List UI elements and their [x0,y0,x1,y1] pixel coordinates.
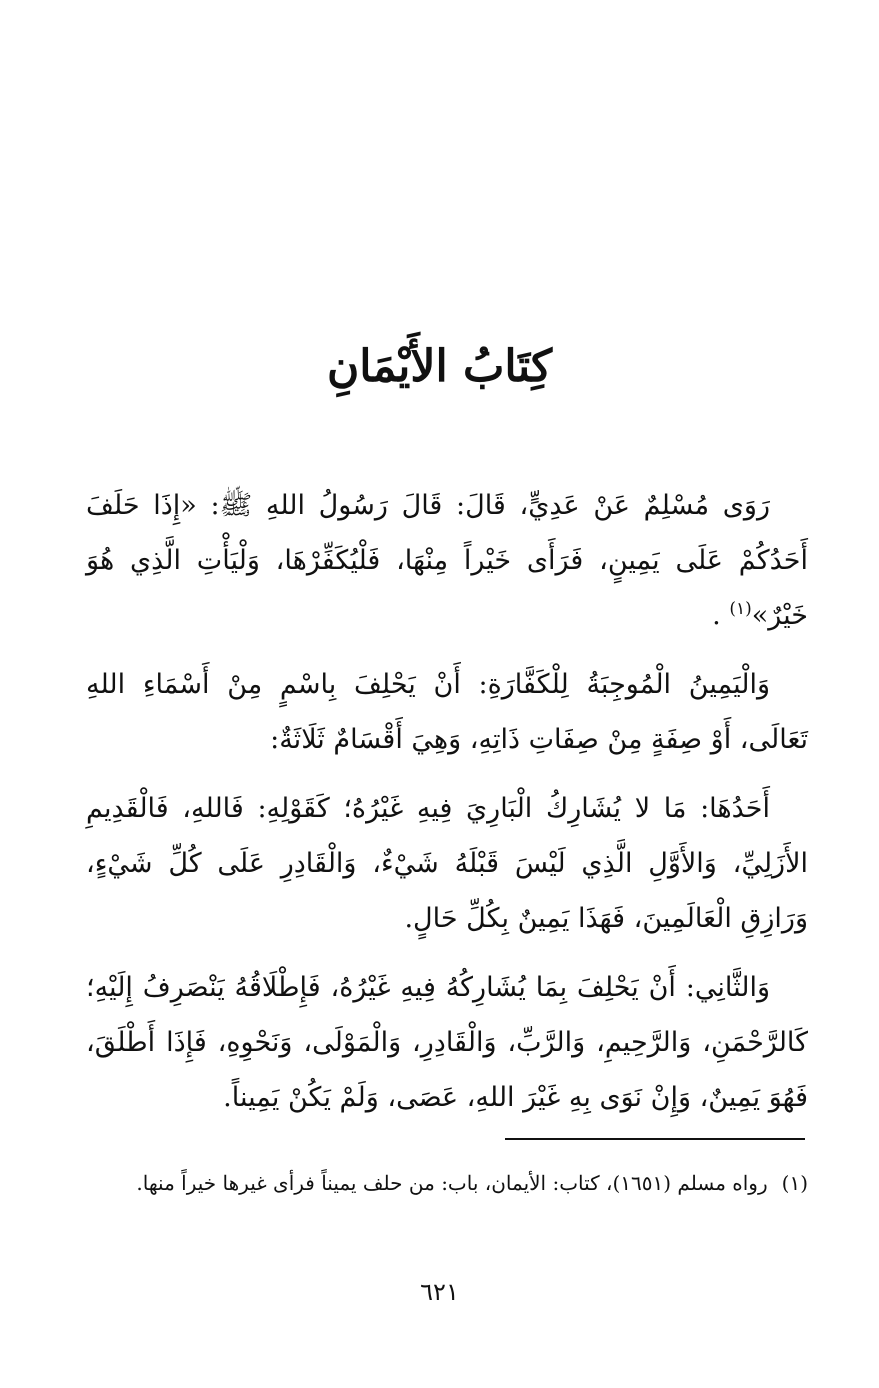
footnote-reference: (١) [729,599,752,619]
paragraph-tail: . [712,600,721,631]
paragraph-definition [86,657,808,767]
paragraph-text: وَالْيَمِينُ الْمُوجِبَةُ لِلْكَفَّارَةِ: أَنْ يَحْلِفَ بِاسْمٍ مِنْ أَسْمَاءِ اللهِ تَعَالَى، أَوْ صِفَةٍ مِنْ صِفَاتِ ذَاتِهِ، وَهِيَ أَقْسَامٌ ثَلَاثَةٌ: [86,669,808,755]
paragraph-second-type [86,960,808,1125]
footnote-text: رواه مسلم (١٦٥١)، كتاب: الأيمان، باب: من حلف يميناً فرأى غيرها خيراً منها. [136,1171,768,1195]
paragraph-text: وَالثَّانِي: أَنْ يَحْلِفَ بِمَا يُشَارِكُهُ فِيهِ غَيْرُهُ، فَإِطْلَاقُهُ يَنْصَرِفُ إِلَيْهِ؛ كَالرَّحْمَنِ، وَالرَّحِيمِ، وَالرَّبِّ، وَالْقَادِرِ، وَالْمَوْلَى، وَنَحْوِهِ، فَإِذَا أَطْلَقَ، فَهُوَ يَمِينٌ، وَإِنْ نَوَى بِهِ غَيْرَ اللهِ، عَصَى، وَلَمْ يَكُنْ يَمِيناً. [86,972,808,1113]
chapter-title: كِتَابُ الأَيْمَانِ [326,341,553,392]
paragraph-text: أَحَدُهَا: مَا لا يُشَارِكُ الْبَارِيَ فِيهِ غَيْرُهُ؛ كَقَوْلِهِ: فَاللهِ، فَالْقَدِيمِ الأَزَلِيِّ، وَالأَوَّلِ الَّذِي لَيْسَ قَبْلَهُ شَيْءٌ، وَالْقَادِرِ عَلَى كُلِّ شَيْءٍ، وَرَازِقِ الْعَالَمِينَ، فَهَذَا يَمِينٌ بِكُلِّ حَالٍ. [86,793,808,934]
paragraph-first-type [86,781,808,946]
paragraph-text: رَوَى مُسْلِمٌ عَنْ عَدِيٍّ، قَالَ: قَالَ رَسُولُ اللهِ ﷺ: «إِذَا حَلَفَ أَحَدُكُمْ عَلَى يَمِينٍ، فَرَأَى خَيْراً مِنْهَا، فَلْيُكَفِّرْهَا، وَلْيَأْتِ الَّذِي هُوَ خَيْرٌ» [86,490,808,631]
footnote-separator [505,1138,805,1140]
page-number: ٦٢١ [420,1278,459,1306]
body-text [86,478,808,1139]
footnote-number: (١) [781,1171,808,1195]
footnote [80,1162,808,1204]
paragraph-hadith [86,478,808,643]
